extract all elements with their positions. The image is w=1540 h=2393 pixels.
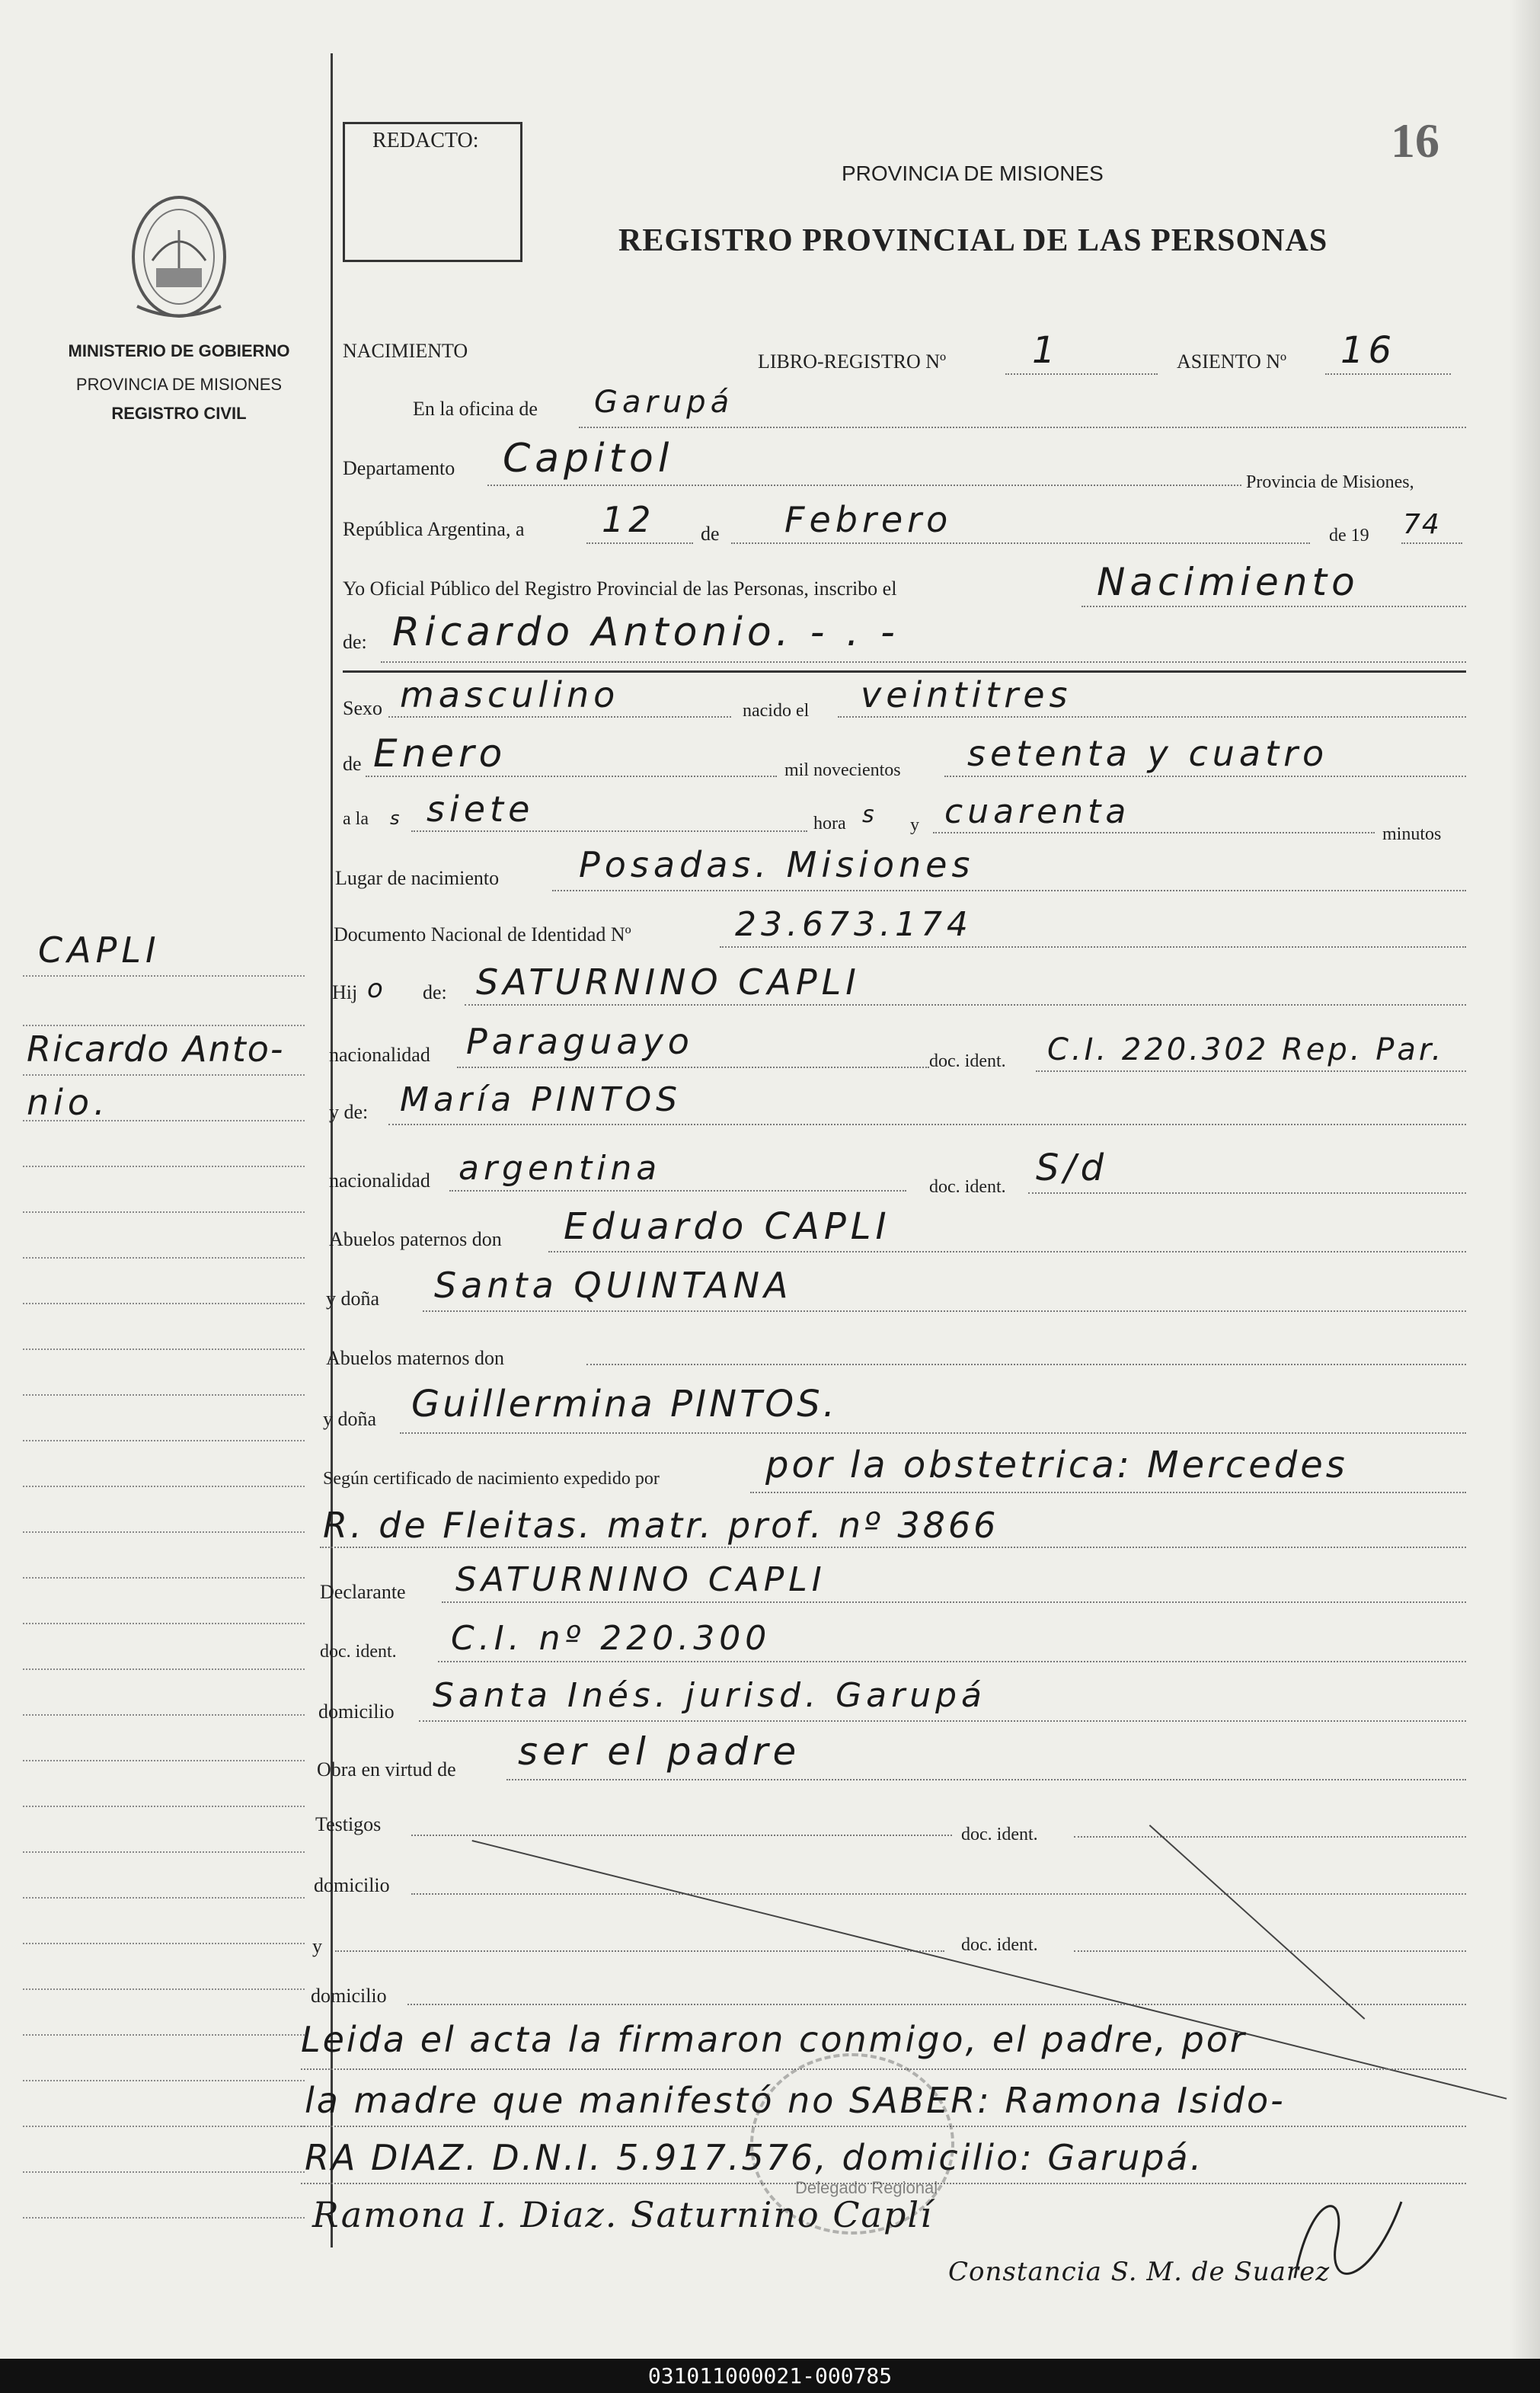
nota-line-1: Leida el acta la firmaron conmigo, el padre, por <box>301 2019 1247 2060</box>
de-year-label: de 19 <box>1329 526 1369 545</box>
province-title: PROVINCIA DE MISIONES <box>842 162 1104 185</box>
acto-value: Nacimiento <box>1097 560 1359 604</box>
margin-nombre-2: nio. <box>27 1082 110 1123</box>
certificado-label: Según certificado de nacimiento expedido por <box>323 1469 660 1489</box>
hora-label: hora <box>813 814 846 833</box>
asiento-label: ASIENTO Nº <box>1177 350 1287 373</box>
testigos-label: Testigos <box>315 1813 382 1835</box>
doc-declarante-value: C.I. nº 220.300 <box>451 1619 772 1658</box>
abuelos-maternos-label: Abuelos maternos don <box>326 1347 504 1369</box>
yo-oficial-label: Yo Oficial Público del Registro Provincial de las Personas, inscribo el <box>343 577 897 600</box>
abuela-paterna-value: Santa QUINTANA <box>434 1265 793 1306</box>
lugar-value: Posadas. Misiones <box>579 844 975 885</box>
de-mes-label: de <box>343 753 362 775</box>
signature-flourish <box>1264 2179 1417 2293</box>
redacto-label: REDACTO: <box>372 129 479 152</box>
departamento-label: Departamento <box>343 457 455 479</box>
anio-value: 74 <box>1403 509 1441 540</box>
nacido-label: nacido el <box>743 701 810 721</box>
provincia-label: Provincia de Misiones, <box>1246 472 1414 492</box>
doc-madre-label: doc. ident. <box>929 1177 1006 1197</box>
lugar-label: Lugar de nacimiento <box>335 867 500 889</box>
page-number: 16 <box>1391 114 1439 168</box>
abuela-materna-value: Guillermina PINTOS. <box>411 1383 838 1425</box>
minutos-value: cuarenta <box>944 792 1131 831</box>
domicilio-declarante-label: domicilio <box>318 1700 395 1723</box>
redacto-box <box>343 122 522 262</box>
nacido-value: veintitres <box>861 674 1072 715</box>
civil-registry: REGISTRO CIVIL <box>111 404 247 423</box>
madre-value: María PINTOS <box>400 1080 682 1119</box>
oficina-value: Garupá <box>594 385 734 420</box>
republica-label: República Argentina, a <box>343 518 525 540</box>
testigos-doc-label: doc. ident. <box>961 1825 1038 1844</box>
dni-value: 23.673.174 <box>735 905 973 944</box>
anio-nac-value: setenta y cuatro <box>967 733 1329 774</box>
nacimiento-label: NACIMIENTO <box>343 340 468 362</box>
hora-value: siete <box>427 789 535 830</box>
obra-virtud-label: Obra en virtud de <box>317 1758 456 1780</box>
doc-padre-value: C.I. 220.302 Rep. Par. <box>1047 1032 1445 1067</box>
nac-padre-value: Paraguayo <box>466 1021 694 1062</box>
abuelo-paterno-value: Eduardo CAPLI <box>564 1205 891 1248</box>
margin-rule <box>331 53 333 2247</box>
registry-title: REGISTRO PROVINCIAL DE LAS PERSONAS <box>618 223 1328 258</box>
mil-novecientos-label: mil novecientos <box>784 760 901 780</box>
de-colon-label: de: <box>343 631 367 653</box>
departamento-value: Capitol <box>503 436 674 481</box>
declarante-value: SATURNINO CAPLI <box>455 1560 826 1599</box>
abuelos-paternos-label: Abuelos paternos don <box>329 1228 502 1250</box>
hora-suffix: s <box>862 801 874 828</box>
y-label: y <box>910 815 919 835</box>
asiento-number: 16 <box>1340 329 1397 372</box>
mes-value: Febrero <box>784 499 953 540</box>
certificado-value-2: R. de Fleitas. matr. prof. nº 3866 <box>323 1505 999 1546</box>
obra-virtud-value: ser el padre <box>518 1729 801 1774</box>
nac-madre-value: argentina <box>458 1149 662 1188</box>
nac-padre-label: nacionalidad <box>329 1044 430 1066</box>
ministry-title: MINISTERIO DE GOBIERNO <box>68 341 290 360</box>
doc-declarante-label: doc. ident. <box>320 1642 397 1662</box>
libro-registro-label: LIBRO-REGISTRO Nº <box>758 350 947 373</box>
hij-de-label: de: <box>423 981 447 1003</box>
y-de-label: y de: <box>329 1101 369 1123</box>
signatures: Ramona I. Diaz. Saturnino Caplí <box>312 2194 933 2235</box>
doc-padre-label: doc. ident. <box>929 1051 1006 1071</box>
oficina-label: En la oficina de <box>413 398 538 420</box>
de-label: de <box>701 523 720 545</box>
declarante-label: Declarante <box>320 1581 406 1603</box>
dia-value: 12 <box>602 499 656 540</box>
margin-apellido: CAPLI <box>38 929 161 971</box>
sexo-value: masculino <box>400 674 620 715</box>
stamp-text: Delegado Regional <box>795 2178 938 2197</box>
y-dona-materna-label: y doña <box>323 1408 377 1430</box>
padre-value: SATURNINO CAPLI <box>476 961 861 1003</box>
ministry-province: PROVINCIA DE MISIONES <box>75 375 283 394</box>
libro-number: 1 <box>1032 329 1060 372</box>
dni-label: Documento Nacional de Identidad Nº <box>334 923 631 945</box>
testigos-domicilio-label: domicilio <box>314 1874 390 1896</box>
y-dona-paterna-label: y doña <box>326 1288 380 1310</box>
testigos2-doc-label: doc. ident. <box>961 1935 1038 1955</box>
margin-nombre-1: Ricardo Anto- <box>27 1029 285 1070</box>
hij-label: Hij <box>332 981 358 1003</box>
nota-line-3: RA DIAZ. D.N.I. 5.917.576, domicilio: Garupá. <box>305 2137 1204 2178</box>
coat-of-arms-icon <box>122 192 236 322</box>
testigos2-domicilio-label: domicilio <box>311 1985 387 2007</box>
testigos-y-label: y <box>312 1935 322 1957</box>
certificado-value-1: por la obstetrica: Mercedes <box>765 1444 1348 1486</box>
nombre-value: Ricardo Antonio. - . - <box>392 609 899 655</box>
a-la-suffix: s <box>390 808 400 829</box>
official-signature: Constancia S. M. de Suarez <box>948 2257 1331 2287</box>
minutos-label: minutos <box>1382 824 1442 844</box>
footer-id: 031011000021-000785 <box>0 2359 1540 2393</box>
domicilio-value: Santa Inés. jurisd. Garupá <box>433 1676 986 1715</box>
cancel-line <box>472 1840 1507 2100</box>
sexo-label: Sexo <box>343 697 382 719</box>
nota-line-2: la madre que manifestó no SABER: Ramona Isido- <box>305 2080 1286 2121</box>
nac-madre-label: nacionalidad <box>329 1169 430 1192</box>
cancel-line-2 <box>1149 1825 1366 2020</box>
mes-nac-value: Enero <box>373 731 507 776</box>
hij-suffix: o <box>367 974 383 1004</box>
a-la-label: a la <box>343 809 369 829</box>
doc-madre-value: S/d <box>1036 1147 1109 1189</box>
